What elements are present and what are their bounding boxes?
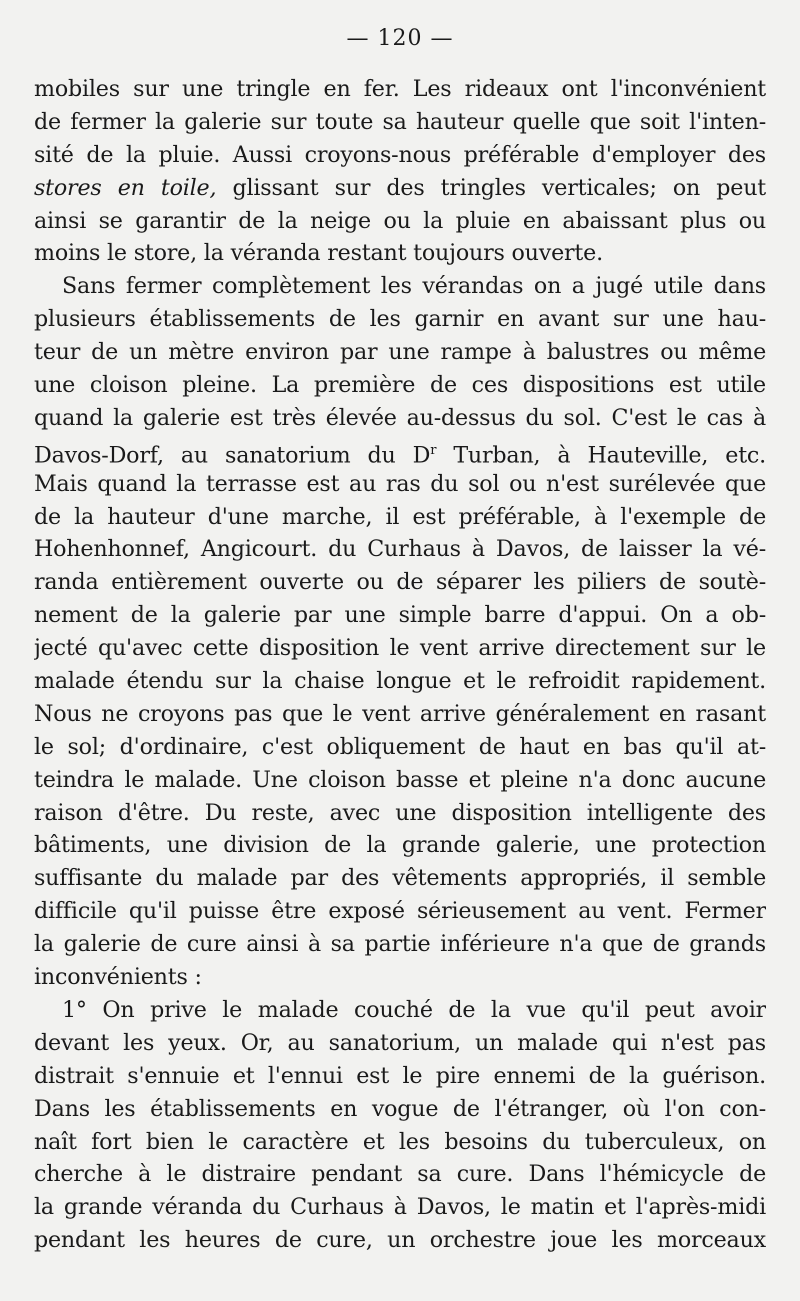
text-line: une cloison pleine. La première de ces dispositions est utile [34, 372, 766, 399]
text-line: Mais quand la terrasse est au ras du sol ou n'est surélevée que [34, 470, 766, 497]
text-line: quand la galerie est très élevée au-dessus du sol. C'est le cas à [34, 404, 766, 431]
italic-phrase: stores en toile, [34, 174, 217, 201]
text-line: suffisante du malade par des vêtements appropriés, il semble [34, 865, 766, 892]
text-line: randa entièrement ouverte ou de séparer les piliers de soutè- [34, 569, 766, 596]
text-line: pendant les heures de cure, un orchestre joue les morceaux [34, 1227, 766, 1254]
text-line: Hohenhonnef, Angicourt. du Curhaus à Davos, de laisser la vé- [34, 536, 766, 563]
text-line: mobiles sur une tringle en fer. Les rideaux ont l'inconvénient [34, 76, 766, 102]
text-line: malade étendu sur la chaise longue et le refroidit rapidement. [34, 668, 766, 695]
text-line: moins le store, la véranda restant toujours ouverte. [34, 240, 603, 267]
text-line: jecté qu'avec cette disposition le vent arrive directement sur le [34, 635, 766, 662]
text-line: bâtiments, une division de la grande galerie, une protection [34, 832, 766, 859]
superscript: r [430, 442, 437, 458]
text-line: naît fort bien le caractère et les besoins du tuberculeux, on [34, 1128, 766, 1155]
text-line: la grande véranda du Curhaus à Davos, le matin et l'après-midi [34, 1194, 766, 1221]
text-line: teindra le malade. Une cloison basse et pleine n'a donc aucune [34, 766, 766, 793]
text-line: plusieurs établissements de les garnir en avant sur une hau- [34, 306, 766, 333]
text-line: Dans les établissements en vogue de l'étranger, où l'on con- [34, 1095, 766, 1122]
text-line: raison d'être. Du reste, avec une disposition intelligente des [34, 799, 766, 826]
page-number: — 120 — [346, 26, 454, 51]
text-line [34, 435, 766, 468]
text-line: la galerie de cure ainsi à sa partie inférieure n'a que de grands [34, 931, 766, 958]
text-line [34, 172, 766, 205]
paragraph-start-line: Sans fermer complètement les vérandas on a jugé utile dans [62, 273, 766, 300]
body-text [34, 73, 766, 1257]
text-line: devant les yeux. Or, au sanatorium, un malade qui n'est pas [34, 1029, 766, 1056]
paragraph-start-line: 1° On prive le malade couché de la vue qu'il peut avoir [62, 996, 766, 1023]
text-line: ainsi se garantir de la neige ou la pluie en abaissant plus ou [34, 207, 766, 234]
text-line: inconvénients : [34, 964, 202, 991]
text-line: nement de la galerie par une simple barre d'appui. On a ob- [34, 602, 766, 629]
text-fragment: glissant sur des tringles verticales; on peut [232, 174, 766, 201]
text-line: cherche à le distraire pendant sa cure. Dans l'hémicycle de [34, 1161, 766, 1188]
text-line: teur de un mètre environ par une rampe à balustres ou même [34, 339, 766, 366]
text-line: le sol; d'ordinaire, c'est obliquement de haut en bas qu'il at- [34, 733, 766, 760]
text-line: Nous ne croyons pas que le vent arrive généralement en rasant [34, 700, 766, 727]
text-line: de fermer la galerie sur toute sa hauteur quelle que soit l'inten- [34, 108, 766, 135]
text-fragment: Davos-Dorf, au sanatorium du D [34, 442, 431, 468]
text-fragment: Turban, à Hauteville, etc. [453, 442, 766, 468]
text-line: distrait s'ennuie et l'ennui est le pire ennemi de la guérison. [34, 1062, 766, 1089]
text-line: sité de la pluie. Aussi croyons-nous préférable d'employer des [34, 141, 766, 168]
text-line: difficile qu'il puisse être exposé sérieusement au vent. Fermer [34, 898, 766, 925]
text-line: de la hauteur d'une marche, il est préférable, à l'exemple de [34, 503, 766, 530]
